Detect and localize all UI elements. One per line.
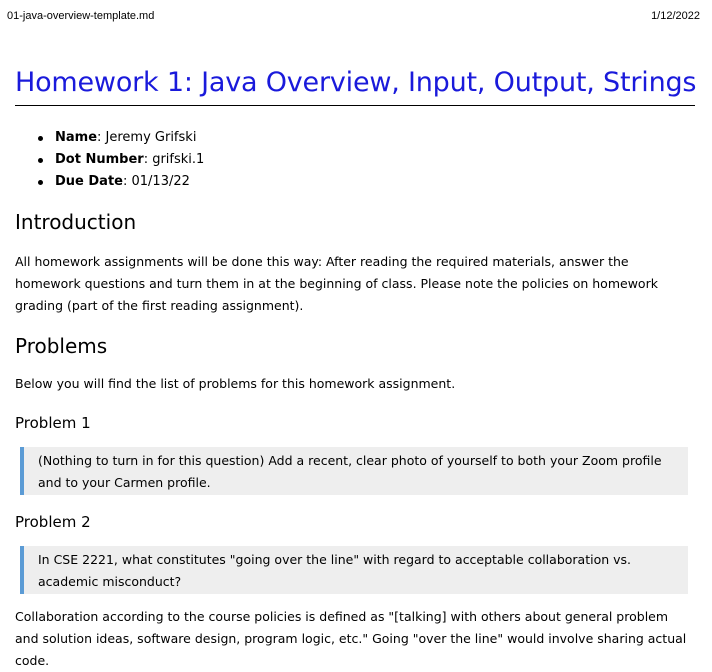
print-header <box>7 10 700 26</box>
introduction-heading: Introduction <box>15 210 137 234</box>
problem-1-blockquote: (Nothing to turn in for this question) Add a recent, clear photo of yourself to both your Zoom profile and to your Carmen profile. <box>20 447 688 495</box>
meta-key-name: Name <box>55 130 98 145</box>
page-title: Homework 1: Java Overview, Input, Output, Strings <box>15 63 695 106</box>
problems-heading: Problems <box>15 334 108 358</box>
metadata-list <box>15 127 204 193</box>
list-item <box>55 171 204 193</box>
problems-intro: Below you will find the list of problems for this homework assignment. <box>15 376 456 391</box>
list-item <box>55 149 204 171</box>
meta-key-dot-number: Dot Number <box>55 152 144 167</box>
problem-2-heading: Problem 2 <box>15 513 91 531</box>
list-item <box>55 127 204 149</box>
print-filename: 01-java-overview-template.md <box>7 10 155 22</box>
problem-1-heading: Problem 1 <box>15 414 91 432</box>
meta-value-due-date: : 01/13/22 <box>122 174 190 189</box>
print-date: 1/12/2022 <box>651 10 700 22</box>
problem-2-blockquote: In CSE 2221, what constitutes "going over the line" with regard to acceptable collaboration vs. academic misconduct? <box>20 546 688 594</box>
meta-value-name: : Jeremy Grifski <box>97 130 197 145</box>
meta-value-dot-number: : grifski.1 <box>143 152 205 167</box>
meta-key-due-date: Due Date <box>55 174 123 189</box>
problem-2-answer: Collaboration according to the course policies is defined as "[talking] with others about general problem and solution ideas, software design, program logic, etc." Going "over the line" would involve sharing actual code. <box>15 609 687 668</box>
introduction-paragraph: All homework assignments will be done this way: After reading the required materials, answer the homework questions and turn them in at the beginning of class. Please note the policies on homework grading (part of the first reading assignment). <box>15 254 658 313</box>
